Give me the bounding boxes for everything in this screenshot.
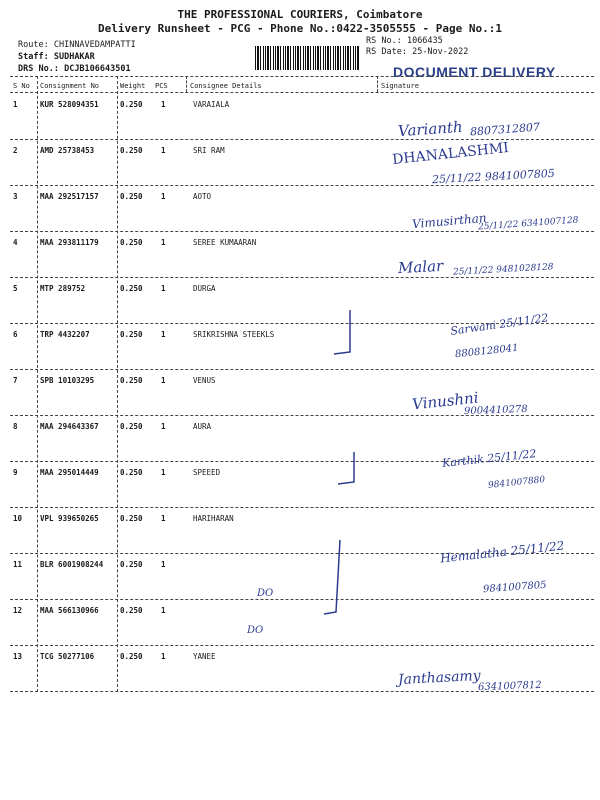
signature-phone-row-6: 8808128041 bbox=[454, 342, 520, 361]
table-row bbox=[0, 600, 600, 646]
row-weight: 0.250 bbox=[120, 100, 143, 109]
signature-row-7: Vinushni bbox=[411, 388, 480, 414]
row-consignee: AURA bbox=[193, 422, 212, 431]
row-consignment: MAA 295014449 bbox=[40, 468, 99, 477]
rs-no-line bbox=[366, 36, 443, 46]
staff-line bbox=[18, 52, 95, 62]
row-rule bbox=[10, 231, 594, 232]
signature-row-4: Malar bbox=[397, 256, 444, 278]
col-header-signature: Signature bbox=[381, 82, 419, 90]
row-pcs: 1 bbox=[161, 284, 166, 293]
row-consignee: SRI RAM bbox=[193, 146, 225, 155]
row-weight: 0.250 bbox=[120, 330, 143, 339]
row-pcs: 1 bbox=[161, 422, 166, 431]
row-weight: 0.250 bbox=[120, 192, 143, 201]
col-rule-consignee bbox=[377, 76, 378, 92]
rs-no-label: RS No.: bbox=[366, 36, 402, 46]
row-consignee: VENUS bbox=[193, 376, 216, 385]
row-consignment: MAA 566130966 bbox=[40, 606, 99, 615]
row-pcs: 1 bbox=[161, 192, 166, 201]
row-sno: 6 bbox=[13, 330, 18, 339]
rs-no-value: 1066435 bbox=[406, 36, 443, 46]
signature-row-11: Hemalatha 25/11/22 bbox=[439, 538, 565, 566]
col-header-sno: S No bbox=[13, 82, 30, 90]
signature-row-2: DHANALASHMI bbox=[391, 139, 510, 169]
route-value: CHINNAVEDAMPATTI bbox=[53, 40, 136, 50]
signature-row-13: Janthasamy bbox=[397, 667, 482, 689]
row-weight: 0.250 bbox=[120, 238, 143, 247]
rs-date-line bbox=[366, 47, 468, 57]
row-weight: 0.250 bbox=[120, 468, 143, 477]
row-consignment: MAA 294643367 bbox=[40, 422, 99, 431]
signature-phone-row-7: 9004410278 bbox=[463, 403, 528, 418]
ditto-mark: DO bbox=[247, 625, 264, 636]
row-consignment: KUR 528094351 bbox=[40, 100, 99, 109]
col-header-consignment: Consignment No bbox=[40, 82, 100, 90]
row-pcs: 1 bbox=[161, 238, 166, 247]
row-consignment: MAA 293811179 bbox=[40, 238, 99, 247]
row-pcs: 1 bbox=[161, 560, 166, 569]
row-rule bbox=[10, 645, 594, 646]
row-sno: 13 bbox=[13, 652, 23, 661]
rs-date-label: RS Date: bbox=[366, 47, 407, 57]
signature-row-9: Karthik 25/11/22 bbox=[441, 447, 538, 470]
row-sno: 9 bbox=[13, 468, 18, 477]
drs-value: DCJB106643501 bbox=[64, 64, 131, 74]
rs-date-value: 25-Nov-2022 bbox=[412, 47, 469, 57]
row-rule bbox=[10, 185, 594, 186]
staff-value: SUDHAKAR bbox=[53, 52, 95, 62]
row-weight: 0.250 bbox=[120, 376, 143, 385]
row-rule bbox=[10, 369, 594, 370]
row-pcs: 1 bbox=[161, 330, 166, 339]
barcode bbox=[255, 46, 360, 70]
row-rule bbox=[10, 277, 594, 278]
row-consignment: AMD 25738453 bbox=[40, 146, 95, 155]
row-consignee: SRIKRISHNA STEEKLS bbox=[193, 330, 275, 339]
row-pcs: 1 bbox=[161, 514, 166, 523]
signature-phone-row-4: 25/11/22 9481028128 bbox=[452, 262, 554, 278]
row-weight: 0.250 bbox=[120, 606, 143, 615]
company-title: THE PROFESSIONAL COURIERS, Coimbatore bbox=[177, 8, 423, 21]
row-consignment: TRP 4432207 bbox=[40, 330, 90, 339]
signature-phone-row-1: 8807312807 bbox=[469, 120, 541, 139]
row-weight: 0.250 bbox=[120, 146, 143, 155]
row-consignment: SPB 10103295 bbox=[40, 376, 95, 385]
row-pcs: 1 bbox=[161, 146, 166, 155]
staff-label: Staff: bbox=[18, 52, 49, 62]
row-rule bbox=[10, 599, 594, 600]
row-weight: 0.250 bbox=[120, 422, 143, 431]
row-rule bbox=[10, 507, 594, 508]
ditto-mark: DO bbox=[257, 588, 274, 599]
signature-phone-row-9: 9841007880 bbox=[487, 475, 546, 491]
row-pcs: 1 bbox=[161, 100, 166, 109]
row-pcs: 1 bbox=[161, 468, 166, 477]
signature-row-3: Vimusirthan bbox=[411, 210, 488, 232]
row-consignment: TCG 50277106 bbox=[40, 652, 95, 661]
signature-row-1: Varianth bbox=[397, 117, 464, 141]
row-sno: 4 bbox=[13, 238, 18, 247]
bracket-mark bbox=[330, 450, 360, 490]
row-consignee: AOTO bbox=[193, 192, 212, 201]
row-sno: 5 bbox=[13, 284, 18, 293]
col-header-weight: Weight bbox=[120, 82, 146, 90]
row-sno: 8 bbox=[13, 422, 18, 431]
row-sno: 1 bbox=[13, 100, 18, 109]
runsheet-subtitle: Delivery Runsheet - PCG - Phone No.:0422-3505555 - Page No.:1 bbox=[98, 22, 502, 35]
route-label: Route: bbox=[18, 40, 49, 50]
route-line bbox=[18, 40, 136, 50]
row-consignee: YANEE bbox=[193, 652, 216, 661]
drs-line bbox=[18, 64, 131, 74]
signature-phone-row-13: 6341007812 bbox=[477, 679, 542, 694]
row-consignee: SPEEED bbox=[193, 468, 221, 477]
header-bottom-rule bbox=[10, 92, 594, 93]
col-header-consignee: Consignee Details bbox=[190, 82, 262, 90]
row-pcs: 1 bbox=[161, 652, 166, 661]
signature-row-6: Sarwani 25/11/22 bbox=[449, 311, 550, 338]
bracket-mark bbox=[318, 538, 348, 618]
row-sno: 2 bbox=[13, 146, 18, 155]
row-consignment: MAA 292517157 bbox=[40, 192, 99, 201]
drs-label: DRS No.: bbox=[18, 64, 59, 74]
row-consignee: HARIHARAN bbox=[193, 514, 234, 523]
row-consignee: DURGA bbox=[193, 284, 216, 293]
row-sno: 10 bbox=[13, 514, 23, 523]
row-sno: 12 bbox=[13, 606, 23, 615]
row-sno: 3 bbox=[13, 192, 18, 201]
row-weight: 0.250 bbox=[120, 652, 143, 661]
signature-phone-row-11: 9841007805 bbox=[482, 579, 547, 596]
header-top-rule bbox=[10, 76, 594, 77]
document-delivery-stamp: DOCUMENT DELIVERY bbox=[393, 64, 556, 80]
row-weight: 0.250 bbox=[120, 514, 143, 523]
row-weight: 0.250 bbox=[120, 284, 143, 293]
bracket-mark bbox=[326, 308, 356, 358]
row-pcs: 1 bbox=[161, 606, 166, 615]
signature-phone-row-3: 25/11/22 6341007128 bbox=[477, 215, 579, 233]
row-sno: 11 bbox=[13, 560, 23, 569]
row-sno: 7 bbox=[13, 376, 18, 385]
row-pcs: 1 bbox=[161, 376, 166, 385]
row-weight: 0.250 bbox=[120, 560, 143, 569]
row-consignment: MTP 289752 bbox=[40, 284, 86, 293]
col-rule-pcs bbox=[186, 76, 187, 92]
row-consignee: VARAIALA bbox=[193, 100, 230, 109]
row-consignment: BLR 6001908244 bbox=[40, 560, 104, 569]
col-header-pcs: PCS bbox=[155, 82, 168, 90]
signature-phone-row-2: 25/11/22 9841007805 bbox=[431, 166, 556, 187]
row-consignment: VPL 939650265 bbox=[40, 514, 99, 523]
row-consignee: SEREE KUMAARAN bbox=[193, 238, 257, 247]
